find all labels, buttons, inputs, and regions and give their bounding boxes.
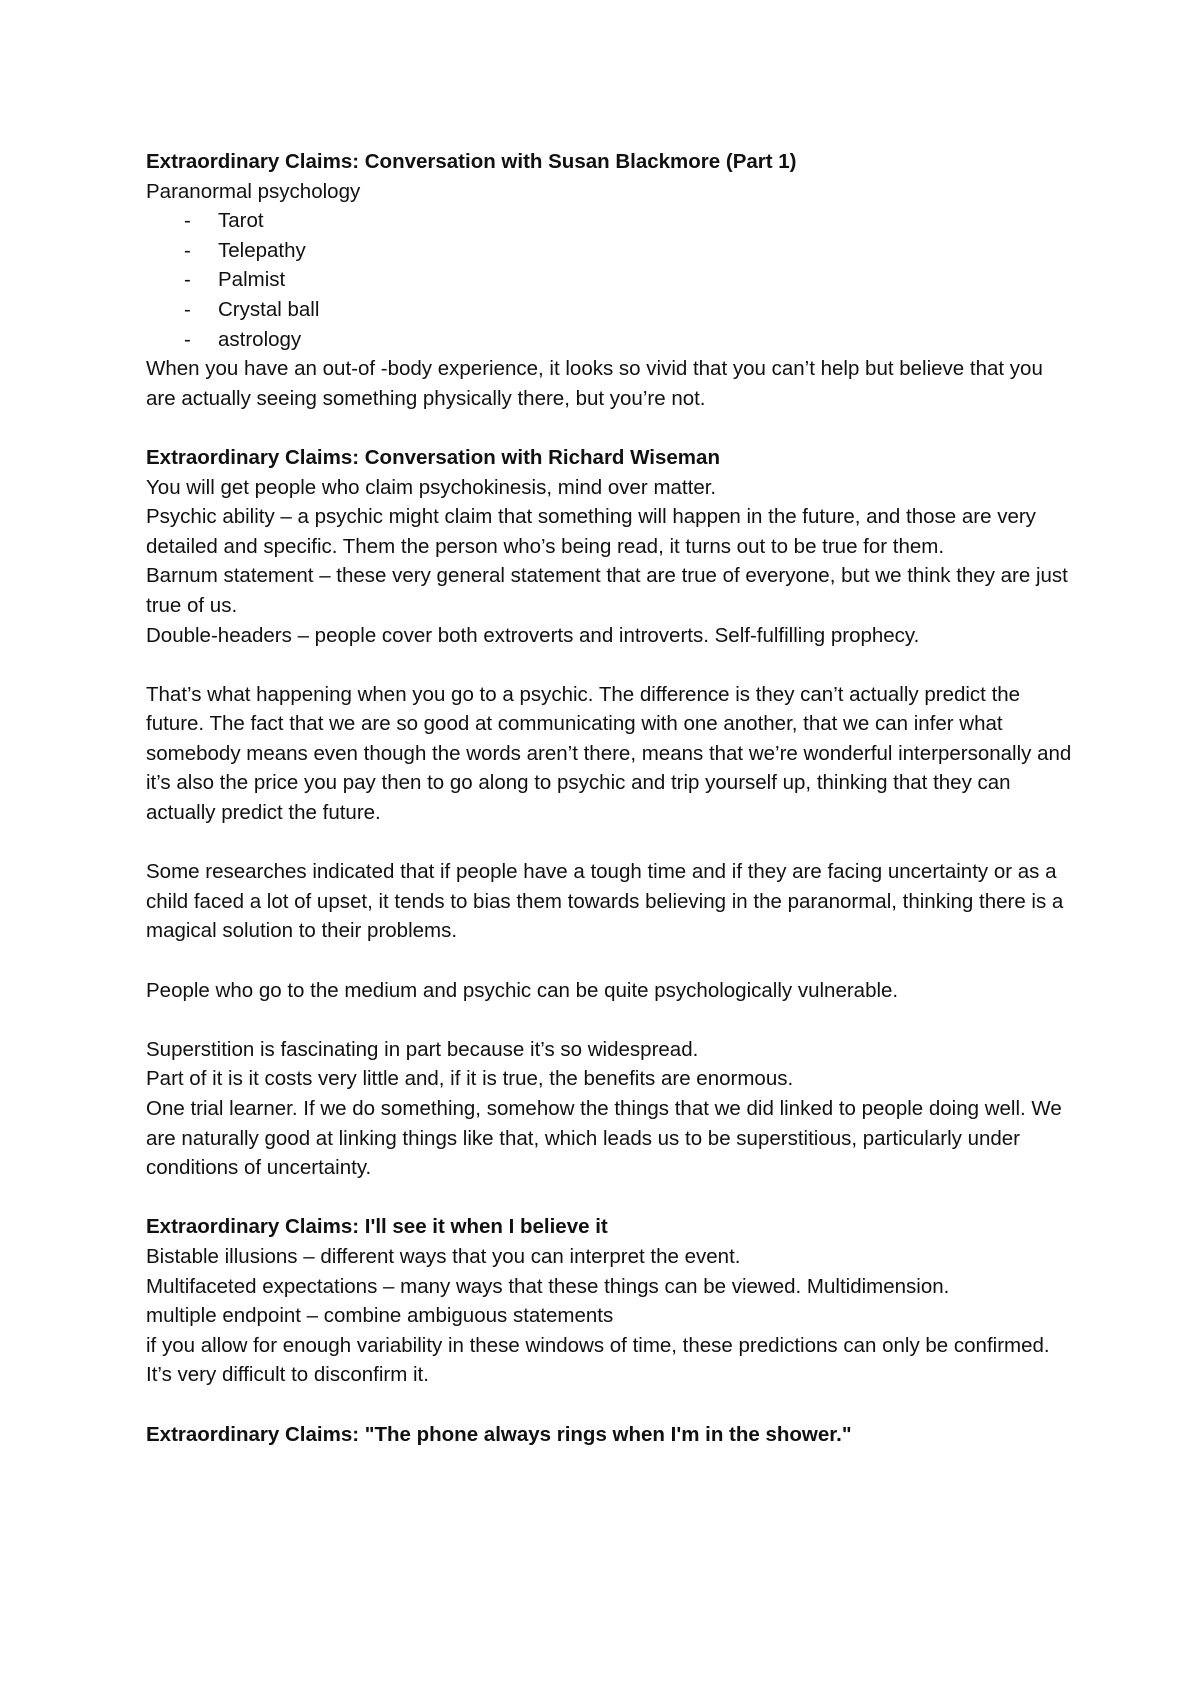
section-heading-blackmore: Extraordinary Claims: Conversation with Susan Blackmore (Part 1) — [146, 150, 797, 173]
blank-line — [146, 828, 1076, 858]
section-heading-believe-it: Extraordinary Claims: I'll see it when I believe it — [146, 1215, 608, 1239]
list-item-text: Telepathy — [218, 238, 306, 262]
list-dash: - — [184, 327, 191, 351]
line-multifaceted-expectations: Multifaceted expectations – many ways that these things can be viewed. Multidimension. — [146, 1274, 950, 1298]
paragraph-psychic: That’s what happening when you go to a psychic. The difference is they can’t actually predict the future. The fact that we are so good at communicating with one another, that we can infer what somebody means even though the words aren’t there, means that we’re wonderful interpersonally and it’s also the price you pay then to go along to psychic and trip yourself up, thinking that they can actually predict the future. — [146, 682, 1072, 825]
line-psychic-ability: Psychic ability – a psychic might claim that something will happen in the future, and those are very detailed and specific. Them the person who’s being read, it turns out to be true for them. — [146, 505, 1036, 558]
list-dash: - — [184, 268, 191, 292]
line-bistable-illusions: Bistable illusions – different ways that you can interpret the event. — [146, 1244, 741, 1268]
list-item — [146, 265, 1076, 295]
line-double-headers: Double-headers – people cover both extroverts and introverts. Self-fulfilling prophecy. — [146, 623, 920, 647]
paranormal-list — [146, 206, 1076, 354]
blank-line — [146, 650, 1076, 680]
line-superstition-widespread: Superstition is fascinating in part because it’s so widespread. — [146, 1037, 699, 1061]
blank-line — [146, 1183, 1076, 1213]
list-item — [146, 236, 1076, 266]
subheading-paranormal-psychology: Paranormal psychology — [146, 179, 361, 203]
paragraph-medium: People who go to the medium and psychic can be quite psychologically vulnerable. — [146, 978, 899, 1002]
document-page — [146, 147, 1076, 1449]
line-variability: if you allow for enough variability in these windows of time, these predictions can only be confirmed. It’s very difficult to disconfirm it. — [146, 1333, 1050, 1387]
list-item-text: astrology — [218, 327, 302, 351]
list-item-text: Tarot — [218, 209, 264, 233]
list-dash: - — [184, 209, 191, 233]
line-barnum-statement: Barnum statement – these very general statement that are true of everyone, but we think they are just true of us. — [146, 564, 1068, 617]
section-heading-phone-rings: Extraordinary Claims: "The phone always rings when I'm in the shower." — [146, 1422, 852, 1446]
paragraph-out-of-body: When you have an out-of -body experience, it looks so vivid that you can’t help but believe that you are actually seeing something physically there, but you’re not. — [146, 357, 1043, 410]
blank-line — [146, 946, 1076, 976]
list-item-text: Crystal ball — [218, 297, 320, 321]
paragraph-research: Some researches indicated that if people have a tough time and if they are facing uncertainty or as a child faced a lot of upset, it tends to bias them towards believing in the paranormal, thinking there is a magical solution to their problems. — [146, 860, 1064, 943]
list-item — [146, 206, 1076, 236]
line-superstition-cost: Part of it is it costs very little and, if it is true, the benefits are enormous. — [146, 1067, 794, 1091]
blank-line — [146, 1390, 1076, 1420]
line-one-trial-learner: One trial learner. If we do something, somehow the things that we did linked to people doing well. We are naturally good at linking things like that, which leads us to be superstitious, particularly under conditions of uncertainty. — [146, 1097, 1062, 1180]
section-heading-wiseman: Extraordinary Claims: Conversation with Richard Wiseman — [146, 445, 720, 469]
list-item — [146, 295, 1076, 325]
blank-line — [146, 413, 1076, 443]
list-dash: - — [184, 297, 191, 321]
list-item-text: Palmist — [218, 268, 286, 292]
line-psychokinesis: You will get people who claim psychokinesis, mind over matter. — [146, 475, 717, 499]
list-dash: - — [184, 238, 191, 262]
line-multiple-endpoint: multiple endpoint – combine ambiguous statements — [146, 1304, 614, 1328]
list-item — [146, 325, 1076, 355]
blank-line — [146, 1005, 1076, 1035]
